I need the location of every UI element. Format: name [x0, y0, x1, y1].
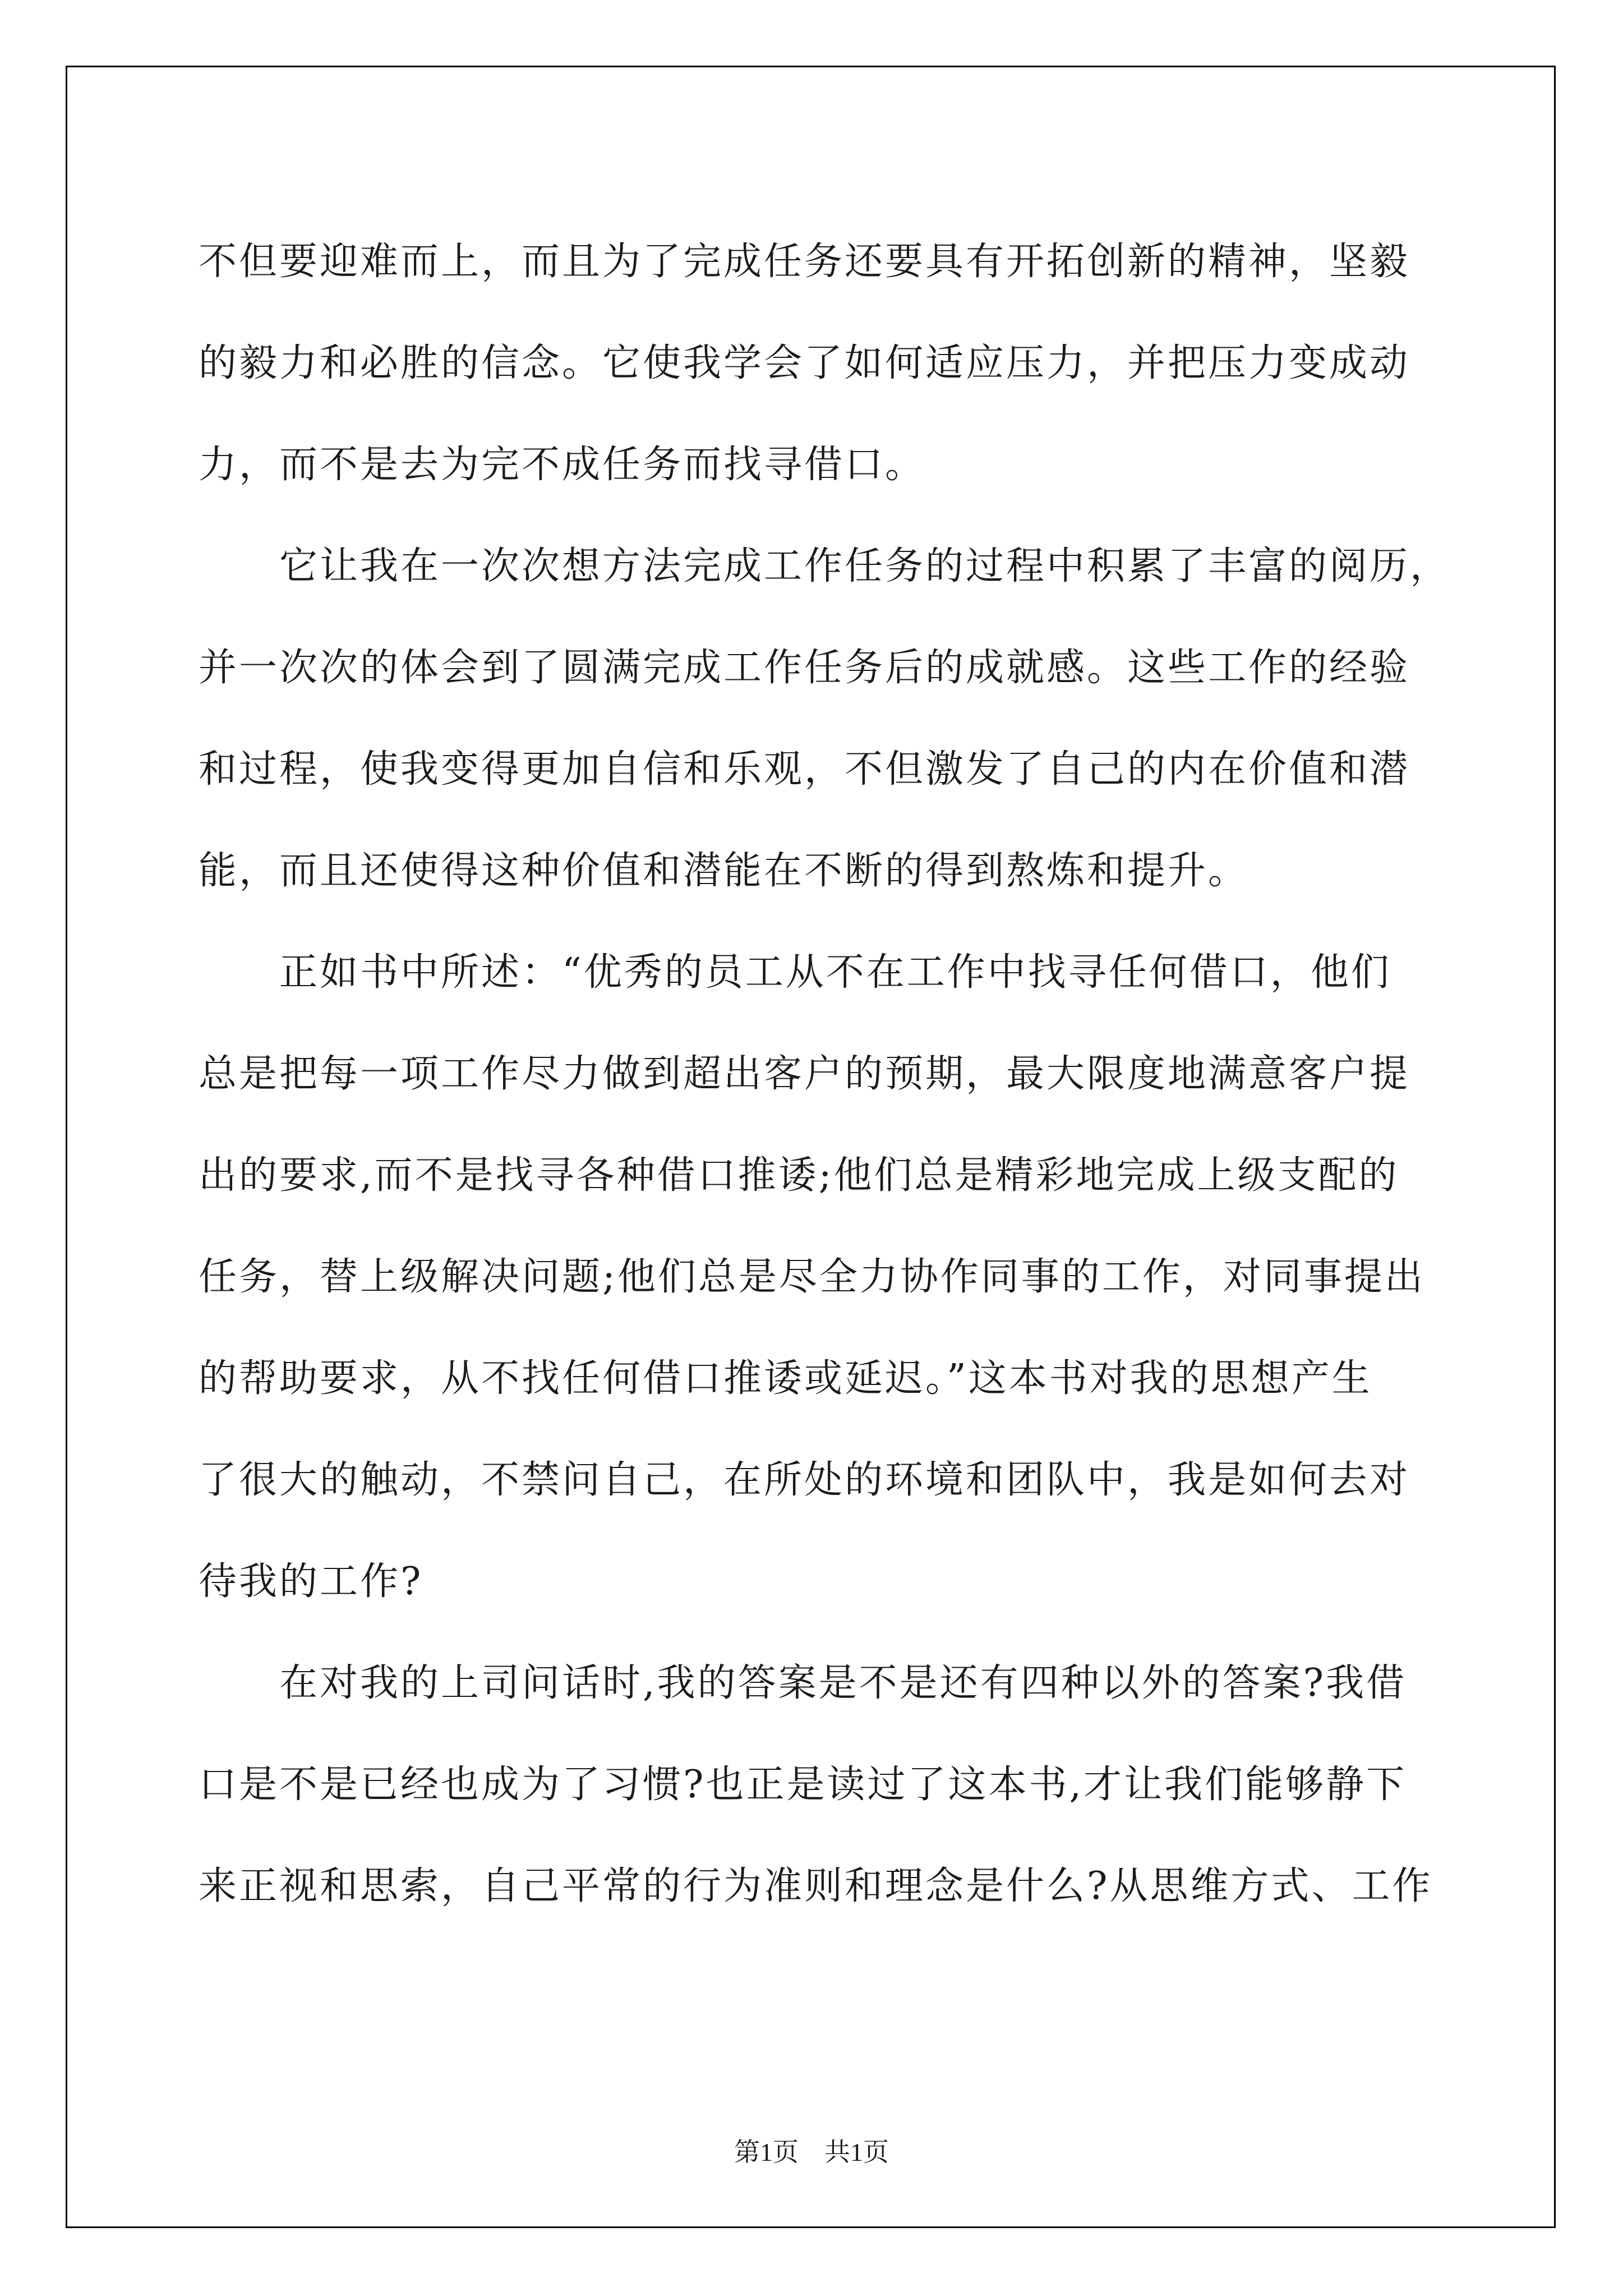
text-line: 不但要迎难而上，而且为了完成任务还要具有开拓创新的精神，坚毅	[199, 240, 1410, 284]
text-line: 待我的工作?	[199, 1559, 423, 1604]
text-line: 力，而不是去为完不成任务而找寻借口。	[199, 443, 926, 487]
text-line: 出的要求,而不是找寻各种借口推诿;他们总是精彩地完成上级支配的	[199, 1153, 1399, 1198]
text-line: 任务，替上级解决问题;他们总是尽全力协作同事的工作，对同事提出	[199, 1255, 1425, 1299]
text-line: 它让我在一次次想方法完成工作任务的过程中积累了丰富的阅历，	[199, 544, 1451, 588]
page-footer: 第1页 共1页	[734, 2138, 889, 2166]
text-line: 的帮助要求，从不找任何借口推诿或延迟。”这本书对我的思想产生	[199, 1356, 1372, 1401]
text-line: 能，而且还使得这种价值和潜能在不断的得到熬炼和提升。	[199, 849, 1249, 893]
text-line: 总是把每一项工作尽力做到超出客户的预期，最大限度地满意客户提	[199, 1052, 1410, 1096]
text-line: 口是不是已经也成为了习惯?也正是读过了这本书,才让我们能够静下	[199, 1763, 1407, 1807]
text-line: 的毅力和必胜的信念。它使我学会了如何适应压力，并把压力变成动	[199, 341, 1410, 385]
text-line: 和过程，使我变得更加自信和乐观，不但激发了自己的内在价值和潜	[199, 747, 1410, 792]
text-line: 正如书中所述：“优秀的员工从不在工作中找寻任何借口，他们	[199, 950, 1391, 995]
text-line: 在对我的上司问话时,我的答案是不是还有四种以外的答案?我借	[199, 1661, 1407, 1705]
document-body	[199, 211, 1451, 1937]
text-line: 并一次次的体会到了圆满完成工作任务后的成就感。这些工作的经验	[199, 646, 1410, 690]
text-line: 来正视和思索，自己平常的行为准则和理念是什么?从思维方式、工作	[199, 1864, 1433, 1908]
text-line: 了很大的触动，不禁问自己，在所处的环境和团队中，我是如何去对	[199, 1458, 1410, 1502]
